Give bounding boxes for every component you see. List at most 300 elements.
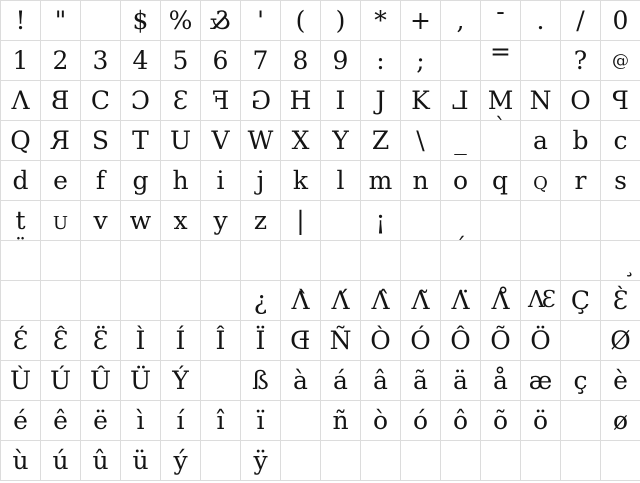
glyph-cell[interactable] [401, 121, 441, 161]
glyph: ú [52, 446, 69, 475]
glyph: Λ́ [331, 286, 350, 315]
glyph-cell[interactable] [521, 281, 561, 321]
glyph-cell[interactable] [201, 41, 241, 81]
glyph-cell[interactable] [561, 41, 601, 81]
glyph: o [452, 166, 469, 195]
glyph-cell[interactable] [321, 161, 361, 201]
glyph-cell[interactable] [161, 201, 201, 241]
glyph-cell[interactable] [241, 201, 281, 241]
glyph-cell[interactable] [601, 121, 640, 161]
glyph-cell[interactable] [121, 361, 161, 401]
glyph-cell[interactable] [1, 361, 41, 401]
glyph: 5 [172, 46, 189, 75]
glyph: m [368, 166, 393, 195]
glyph: 4 [132, 46, 149, 75]
glyph-cell[interactable] [1, 321, 41, 361]
empty-glyph-cell[interactable] [561, 201, 601, 241]
glyph-cell[interactable] [281, 81, 321, 121]
glyph-cell[interactable] [41, 161, 81, 201]
glyph-cell[interactable] [441, 401, 481, 441]
glyph: N [529, 86, 552, 115]
glyph-cell[interactable] [321, 321, 361, 361]
glyph: é [13, 406, 28, 435]
glyph: & [209, 6, 232, 35]
glyph: 6 [212, 46, 229, 75]
glyph: õ [492, 406, 509, 435]
glyph-cell[interactable] [161, 1, 201, 41]
glyph: p [492, 166, 509, 195]
empty-glyph-cell[interactable] [161, 241, 201, 281]
glyph: j [256, 166, 265, 195]
glyph: 1 [12, 46, 29, 75]
glyph-cell[interactable] [401, 41, 441, 81]
empty-glyph-cell[interactable] [241, 241, 281, 281]
empty-glyph-cell[interactable] [401, 201, 441, 241]
glyph-cell[interactable] [241, 121, 281, 161]
glyph-cell[interactable] [401, 401, 441, 441]
glyph: ñ [332, 406, 349, 435]
glyph-cell[interactable] [241, 1, 281, 41]
glyph-cell[interactable] [601, 281, 640, 321]
glyph: Y [332, 126, 349, 155]
glyph-cell[interactable] [561, 121, 601, 161]
glyph-cell[interactable] [521, 401, 561, 441]
glyph-cell[interactable] [201, 121, 241, 161]
glyph: J [375, 86, 386, 115]
glyph-cell[interactable] [521, 121, 561, 161]
empty-glyph-cell[interactable] [361, 441, 401, 481]
glyph: Ɛ̂ [52, 326, 69, 355]
glyph: ¨ [15, 235, 26, 260]
glyph-cell[interactable] [41, 401, 81, 441]
glyph: ´ [455, 235, 466, 260]
glyph-cell[interactable] [201, 201, 241, 241]
empty-glyph-cell[interactable] [1, 281, 41, 321]
glyph: Λ̀ [291, 286, 310, 315]
empty-glyph-cell[interactable] [481, 241, 521, 281]
glyph-cell[interactable] [1, 1, 41, 41]
glyph-cell[interactable] [441, 281, 481, 321]
glyph-cell[interactable] [561, 161, 601, 201]
empty-glyph-cell[interactable] [521, 441, 561, 481]
glyph-cell[interactable] [281, 41, 321, 81]
glyph: Ï [255, 326, 266, 355]
glyph-cell[interactable] [121, 121, 161, 161]
glyph: ( [295, 6, 306, 35]
glyph-cell[interactable] [561, 281, 601, 321]
glyph: ü [132, 446, 149, 475]
glyph-cell[interactable] [361, 41, 401, 81]
glyph: \ [416, 126, 425, 155]
glyph: ä [453, 366, 468, 395]
glyph: I [335, 86, 346, 115]
glyph-cell[interactable] [521, 161, 561, 201]
glyph: v [93, 206, 108, 235]
glyph: . [536, 6, 545, 35]
glyph-cell[interactable] [121, 161, 161, 201]
glyph: n [412, 166, 429, 195]
glyph: , [456, 6, 465, 35]
glyph-cell[interactable] [241, 161, 281, 201]
glyph-cell[interactable] [41, 361, 81, 401]
glyph-cell[interactable] [201, 401, 241, 441]
glyph-cell[interactable] [401, 1, 441, 41]
glyph-cell[interactable] [281, 121, 321, 161]
glyph-cell[interactable] [601, 161, 640, 201]
glyph: Ý [172, 366, 189, 395]
glyph: f [95, 166, 106, 195]
glyph: F [211, 86, 230, 115]
glyph: Ɛ [172, 86, 189, 115]
glyph-cell[interactable] [81, 441, 121, 481]
glyph: ¡ [375, 206, 386, 235]
glyph-cell[interactable] [241, 401, 281, 441]
glyph: ù [12, 446, 29, 475]
empty-glyph-cell[interactable] [81, 241, 121, 281]
glyph-cell[interactable] [481, 401, 521, 441]
glyph-cell[interactable] [441, 361, 481, 401]
glyph-cell[interactable] [201, 161, 241, 201]
glyph: $ [132, 6, 149, 35]
glyph: h [172, 166, 189, 195]
glyph: ; [416, 46, 425, 75]
glyph: z [253, 206, 268, 235]
glyph-cell[interactable] [561, 81, 601, 121]
glyph: ) [335, 6, 346, 35]
glyph: H [289, 86, 312, 115]
empty-glyph-cell[interactable] [521, 41, 561, 81]
glyph-cell[interactable] [361, 1, 401, 41]
glyph: Ç [570, 286, 591, 315]
glyph: ! [15, 6, 26, 35]
glyph-cell[interactable] [241, 81, 281, 121]
glyph-cell[interactable] [121, 81, 161, 121]
glyph-cell[interactable] [121, 321, 161, 361]
glyph: â [373, 366, 388, 395]
glyph-cell[interactable] [481, 37, 521, 81]
empty-glyph-cell[interactable] [561, 441, 601, 481]
glyph-cell[interactable] [81, 361, 121, 401]
glyph-cell[interactable] [481, 161, 521, 201]
empty-glyph-cell[interactable] [481, 441, 521, 481]
glyph-cell[interactable] [201, 321, 241, 361]
glyph-cell[interactable] [1, 81, 41, 121]
glyph: % [168, 6, 193, 35]
glyph: á [333, 366, 348, 395]
glyph-cell[interactable] [401, 161, 441, 201]
empty-glyph-cell[interactable] [201, 361, 241, 401]
glyph-cell[interactable] [601, 81, 640, 121]
glyph: t [15, 206, 26, 235]
glyph-cell[interactable] [321, 121, 361, 161]
glyph: 9 [332, 46, 349, 75]
glyph-cell[interactable] [601, 1, 640, 41]
glyph: d [12, 166, 29, 195]
glyph-cell[interactable] [561, 1, 601, 41]
empty-glyph-cell[interactable] [561, 241, 601, 281]
glyph: è [613, 366, 628, 395]
glyph: Ö [530, 326, 551, 355]
glyph: w [129, 206, 152, 235]
glyph-cell[interactable] [161, 81, 201, 121]
glyph: P [612, 86, 629, 115]
glyph-cell[interactable] [41, 321, 81, 361]
glyph: u [52, 206, 69, 235]
glyph-cell[interactable] [1, 235, 41, 281]
glyph-cell[interactable] [441, 161, 481, 201]
glyph-cell[interactable] [321, 81, 361, 121]
glyph: k [292, 166, 309, 195]
glyph-cell[interactable] [481, 281, 521, 321]
empty-glyph-cell[interactable] [281, 401, 321, 441]
empty-glyph-cell[interactable] [81, 1, 121, 41]
glyph-cell[interactable] [521, 361, 561, 401]
empty-glyph-cell[interactable] [521, 201, 561, 241]
glyph-cell[interactable] [361, 121, 401, 161]
glyph-cell[interactable] [361, 401, 401, 441]
glyph-cell[interactable] [321, 1, 361, 41]
glyph-cell[interactable] [241, 281, 281, 321]
empty-glyph-cell[interactable] [361, 241, 401, 281]
glyph-cell[interactable] [241, 321, 281, 361]
glyph-cell[interactable] [81, 41, 121, 81]
glyph: y [213, 206, 228, 235]
glyph-cell[interactable] [361, 361, 401, 401]
glyph-cell[interactable] [201, 1, 241, 41]
glyph-cell[interactable] [161, 41, 201, 81]
glyph: K [411, 86, 430, 115]
glyph: Q [10, 126, 31, 155]
glyph: Λ̈ [451, 286, 470, 315]
glyph: à [293, 366, 308, 395]
glyph: û [92, 446, 109, 475]
glyph-cell[interactable] [561, 361, 601, 401]
glyph-cell[interactable] [441, 321, 481, 361]
glyph: Ô [450, 326, 471, 355]
glyph: * [374, 6, 387, 35]
glyph-cell[interactable] [41, 201, 81, 241]
glyph-cell[interactable] [441, 81, 481, 121]
empty-glyph-cell[interactable] [601, 441, 640, 481]
glyph-cell[interactable] [241, 41, 281, 81]
glyph-cell[interactable] [441, 121, 481, 161]
glyph-cell[interactable] [1, 161, 41, 201]
glyph-cell[interactable] [41, 41, 81, 81]
glyph: ò [372, 406, 389, 435]
empty-glyph-cell[interactable] [561, 321, 601, 361]
glyph: " [54, 6, 67, 35]
empty-glyph-cell[interactable] [401, 241, 441, 281]
glyph-cell[interactable] [161, 161, 201, 201]
glyph: a [533, 126, 548, 155]
empty-glyph-cell[interactable] [201, 281, 241, 321]
glyph-cell[interactable] [401, 361, 441, 401]
glyph-cell[interactable] [401, 281, 441, 321]
glyph: - [496, 0, 505, 26]
glyph-cell[interactable] [121, 401, 161, 441]
glyph: ã [413, 366, 428, 395]
glyph-cell[interactable] [601, 321, 640, 361]
glyph-cell[interactable] [281, 321, 321, 361]
glyph: L [452, 86, 469, 115]
glyph-cell[interactable] [121, 441, 161, 481]
glyph-cell[interactable] [601, 361, 640, 401]
glyph: @ [612, 51, 629, 71]
empty-glyph-cell[interactable] [41, 281, 81, 321]
empty-glyph-cell[interactable] [481, 201, 521, 241]
glyph-cell[interactable] [401, 321, 441, 361]
glyph: î [216, 406, 225, 435]
glyph: ΛƐ [528, 287, 553, 313]
glyph-cell[interactable] [161, 401, 201, 441]
glyph: Ú [49, 366, 72, 395]
empty-glyph-cell[interactable] [121, 281, 161, 321]
glyph-cell[interactable] [41, 1, 81, 41]
glyph-cell[interactable] [441, 235, 481, 281]
glyph: Ò [370, 326, 391, 355]
empty-glyph-cell[interactable] [201, 441, 241, 481]
empty-glyph-cell[interactable] [41, 241, 81, 281]
glyph-cell[interactable] [161, 441, 201, 481]
glyph-cell[interactable] [361, 281, 401, 321]
glyph: B [51, 86, 70, 115]
glyph: M [487, 86, 514, 115]
glyph: T [132, 126, 149, 155]
empty-glyph-cell[interactable] [601, 201, 640, 241]
glyph-cell[interactable] [1, 121, 41, 161]
glyph-cell[interactable] [481, 361, 521, 401]
glyph-cell[interactable] [361, 81, 401, 121]
glyph: ¿ [253, 286, 268, 315]
empty-glyph-cell[interactable] [441, 441, 481, 481]
glyph-cell[interactable] [601, 241, 640, 281]
glyph-cell[interactable] [321, 41, 361, 81]
empty-glyph-cell[interactable] [441, 41, 481, 81]
glyph: Ø [610, 326, 631, 355]
glyph-cell[interactable] [121, 1, 161, 41]
empty-glyph-cell[interactable] [281, 241, 321, 281]
glyph: æ [528, 366, 553, 395]
glyph-cell[interactable] [281, 281, 321, 321]
glyph-cell[interactable] [401, 81, 441, 121]
empty-glyph-cell[interactable] [321, 441, 361, 481]
glyph: í [176, 406, 185, 435]
glyph: V [211, 126, 230, 155]
glyph-cell[interactable] [601, 401, 640, 441]
glyph: Û [89, 366, 112, 395]
glyph: e [53, 166, 68, 195]
glyph-cell[interactable] [321, 401, 361, 441]
empty-glyph-cell[interactable] [161, 281, 201, 321]
glyph-cell[interactable] [161, 121, 201, 161]
glyph-cell[interactable] [161, 321, 201, 361]
empty-glyph-cell[interactable] [81, 281, 121, 321]
glyph: | [296, 206, 305, 235]
glyph-cell[interactable] [361, 321, 401, 361]
glyph: Ð [290, 326, 311, 355]
glyph: ß [252, 366, 269, 395]
glyph-cell[interactable] [81, 121, 121, 161]
glyph-cell[interactable] [321, 361, 361, 401]
empty-glyph-cell[interactable] [321, 201, 361, 241]
glyph: å [493, 366, 508, 395]
glyph: Õ [490, 326, 511, 355]
glyph: b [572, 126, 589, 155]
glyph: l [336, 166, 345, 195]
glyph: Ì [135, 326, 146, 355]
glyph-cell[interactable] [81, 161, 121, 201]
glyph: = [490, 37, 511, 66]
glyph: : [376, 46, 385, 75]
glyph: + [410, 6, 431, 35]
glyph-cell[interactable] [1, 441, 41, 481]
glyph-cell[interactable] [441, 1, 481, 41]
glyph: Í [175, 326, 186, 355]
glyph: g [132, 166, 149, 195]
glyph-cell[interactable] [81, 201, 121, 241]
glyph-cell[interactable] [321, 281, 361, 321]
glyph: ¸ [624, 253, 635, 278]
glyph: ô [452, 406, 469, 435]
glyph-cell[interactable] [161, 361, 201, 401]
glyph: ë [93, 406, 108, 435]
glyph: G [250, 86, 271, 115]
glyph-cell[interactable] [41, 441, 81, 481]
empty-glyph-cell[interactable] [321, 241, 361, 281]
glyph-cell[interactable] [481, 115, 521, 161]
glyph-cell[interactable] [481, 321, 521, 361]
glyph-cell[interactable] [1, 401, 41, 441]
glyph: s [614, 166, 627, 195]
glyph-cell[interactable] [41, 81, 81, 121]
empty-glyph-cell[interactable] [201, 241, 241, 281]
glyph: Ɛ̈ [92, 326, 109, 355]
glyph-cell[interactable] [121, 201, 161, 241]
glyph-cell[interactable] [281, 1, 321, 41]
glyph-cell[interactable] [201, 81, 241, 121]
glyph-cell[interactable] [361, 201, 401, 241]
glyph: 7 [252, 46, 269, 75]
empty-glyph-cell[interactable] [401, 441, 441, 481]
glyph-cell[interactable] [121, 41, 161, 81]
glyph-cell[interactable] [41, 121, 81, 161]
glyph-cell[interactable] [601, 41, 640, 81]
empty-glyph-cell[interactable] [281, 441, 321, 481]
glyph-cell[interactable] [81, 81, 121, 121]
glyph-cell[interactable] [81, 321, 121, 361]
glyph-cell[interactable] [1, 41, 41, 81]
glyph-cell[interactable] [361, 161, 401, 201]
glyph: C [90, 86, 111, 115]
glyph: Λ̃ [411, 286, 430, 315]
glyph-cell[interactable] [241, 361, 281, 401]
glyph-cell[interactable] [521, 321, 561, 361]
glyph: X [291, 126, 310, 155]
glyph-cell[interactable] [241, 441, 281, 481]
glyph-cell[interactable] [81, 401, 121, 441]
glyph-cell[interactable] [281, 161, 321, 201]
glyph: U [169, 126, 192, 155]
glyph-cell[interactable] [281, 361, 321, 401]
glyph-cell[interactable] [281, 201, 321, 241]
glyph: Λ̊ [491, 286, 510, 315]
empty-glyph-cell[interactable] [521, 241, 561, 281]
glyph: ÿ [253, 446, 268, 475]
glyph-cell[interactable] [521, 81, 561, 121]
empty-glyph-cell[interactable] [121, 241, 161, 281]
empty-glyph-cell[interactable] [561, 401, 601, 441]
glyph-cell[interactable] [521, 1, 561, 41]
